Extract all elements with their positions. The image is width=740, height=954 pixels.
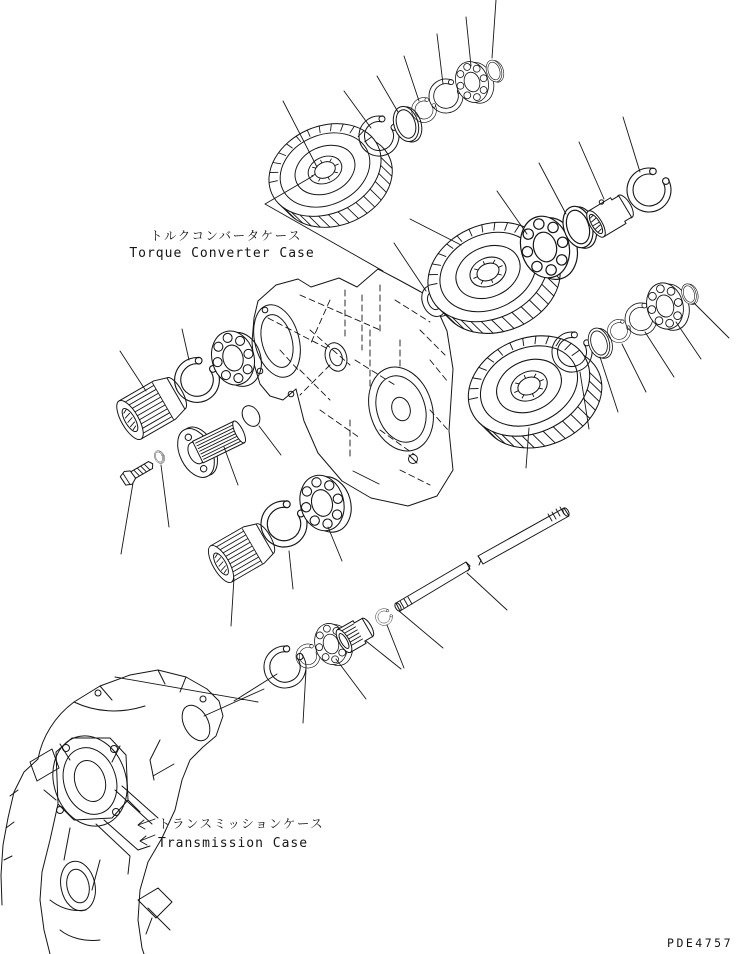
back-up-ring [585,325,616,362]
transmission-case-label-en: Transmission Case [158,836,309,851]
spline-coupling [204,518,281,586]
torque-converter-case-label-en: Torque Converter Case [129,246,315,261]
transmission-case-label-ja: トランスミッションケース [158,816,325,831]
washer [153,449,167,465]
ball-bearing [294,469,357,539]
steel-ball [239,402,264,429]
top-gear [254,104,407,247]
snap-ring-small [607,319,630,342]
back-up-ring [389,102,426,146]
torque-converter-case-label-ja: トルクコンバータケース [149,228,303,243]
output-shaft [394,507,571,612]
drawing-code: PDE4757 [667,936,733,950]
transmission-case-drawing [1,670,223,954]
snap-ring-tiny [374,607,393,626]
output-flange [170,407,254,484]
torque-converter-case-drawing [246,269,453,506]
bolt [119,457,156,487]
ball-bearing [206,325,268,393]
